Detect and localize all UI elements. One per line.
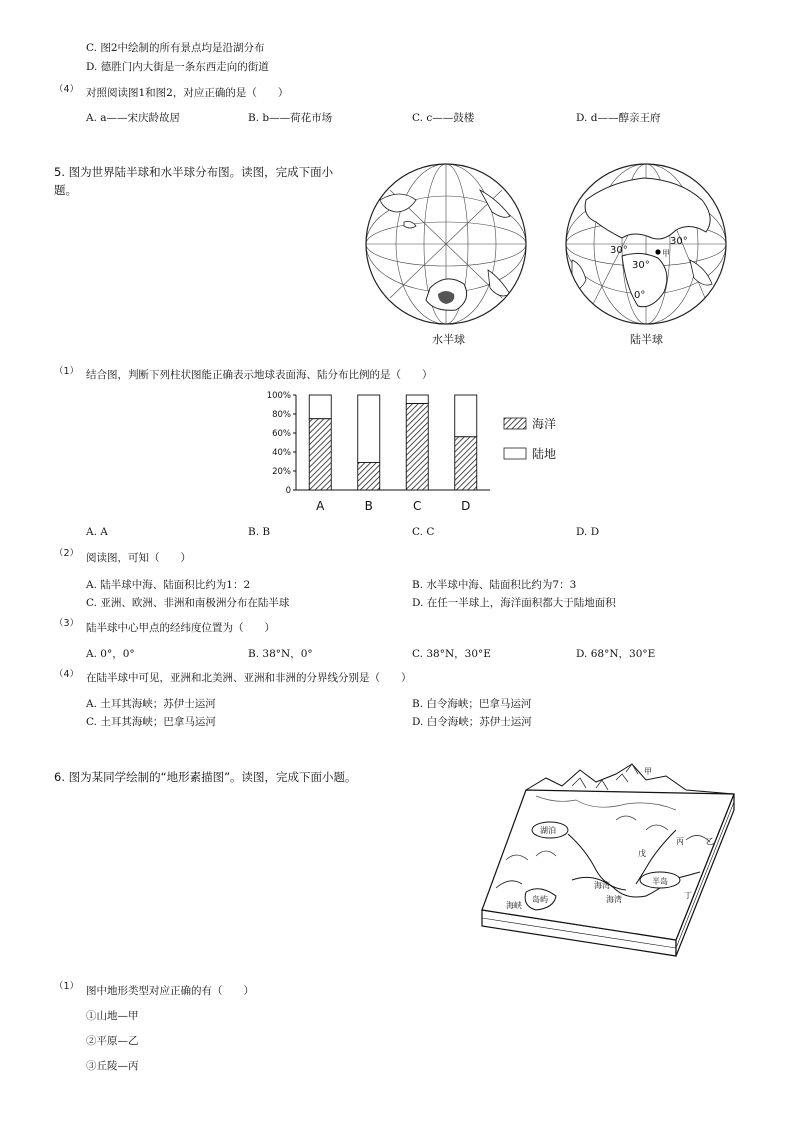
question-stem: 在陆半球中可见，亚洲和北美洲、亚洲和非洲的分界线分别是（ ） (86, 672, 412, 684)
bar-land-A (309, 395, 331, 419)
y-tick-label: 60% (272, 429, 291, 439)
terrain-label-peninsula: 半岛 (652, 877, 668, 886)
answer-item: ②平原—乙 (86, 1035, 139, 1047)
water-hemisphere-label: 水半球 (432, 333, 465, 346)
answer-item: ③丘陵—丙 (86, 1060, 139, 1072)
terrain-label-island: 岛屿 (532, 895, 548, 904)
option-b: B. 38°N，0° (248, 648, 313, 660)
terrain-label-jia: 甲 (644, 767, 652, 776)
option-b: B. 白令海峡；巴拿马运河 (412, 698, 532, 710)
x-category-label: B (364, 499, 373, 513)
bar-ocean-D (455, 437, 477, 490)
option-c: C. 土耳其海峡；巴拿马运河 (86, 716, 216, 728)
option-c: C. 亚洲、欧洲、非洲和南极洲分布在陆半球 (86, 597, 290, 609)
option-b: B. b——荷花市场 (248, 112, 333, 124)
globe-lat-label: 30° (632, 260, 650, 271)
option-a: A. 陆半球中海、陆面积比约为1：2 (86, 579, 251, 591)
question-stem: 对照阅读图1和图2，对应正确的是（ ） (86, 87, 289, 99)
bar-ocean-A (309, 419, 331, 490)
question-stem: 结合图，判断下列柱状图能正确表示地球表面海、陆分布比例的是（ ） (86, 369, 433, 381)
terrain-label-bay: 海湾 (594, 881, 610, 890)
legend-label-ocean: 海洋 (532, 417, 557, 431)
question-5-title: 5. 图为世界陆半球和水半球分布图。读图，完成下面小 (54, 165, 334, 179)
globe-lat-label: 30° (670, 236, 688, 247)
y-tick-label: 100% (266, 391, 291, 401)
terrain-label-wu: 戊 (638, 849, 646, 858)
terrain-label-strait: 海峡 (506, 901, 522, 910)
bar-ocean-C (406, 404, 428, 490)
question-number: （1） (54, 366, 80, 377)
option-d: D. 68°N，30°E (576, 648, 656, 660)
terrain-sketch (476, 760, 738, 960)
terrain-label-bay: 海湾 (606, 895, 622, 904)
option-d: D. 在任一半球上，海洋面积都大于陆地面积 (412, 597, 616, 609)
terrain-label-yi: 乙 (706, 837, 714, 846)
option-c-prev: C. 图2中绘制的所有景点均是沿湖分布 (86, 42, 265, 54)
option-a: A. a——宋庆龄故居 (86, 112, 181, 124)
question-stem: 陆半球中心甲点的经纬度位置为（ ） (86, 622, 275, 634)
legend-swatch-land (504, 448, 526, 459)
hemisphere-globes (360, 160, 730, 350)
option-a: A. 土耳其海峡；苏伊士运河 (86, 698, 216, 710)
terrain-label-bing: 丙 (676, 837, 684, 846)
question-number: （2） (54, 548, 80, 559)
question-6-title: 6. 图为某同学绘制的“地形素描图”。读图，完成下面小题。 (54, 770, 357, 784)
water-hemisphere-globe (366, 164, 526, 324)
option-b: B. 水半球中海、陆面积比约为7：3 (412, 579, 577, 591)
option-a: A. 0°，0° (86, 648, 135, 660)
option-d-prev: D. 德胜门内大街是一条东西走向的街道 (86, 61, 269, 73)
point-jia-marker (655, 249, 660, 254)
x-category-label: C (413, 499, 422, 513)
option-c: C. 38°N，30°E (412, 648, 491, 660)
option-b: B. B (248, 526, 271, 538)
bar-land-D (455, 395, 477, 437)
question-number: （3） (54, 618, 80, 629)
y-tick-label: 0 (285, 486, 291, 496)
bar-land-B (358, 395, 380, 462)
question-number: （4） (54, 669, 80, 680)
question-5-title-cont: 题。 (54, 183, 77, 197)
legend-label-land: 陆地 (532, 447, 557, 461)
x-category-label: D (461, 499, 471, 513)
land-hemisphere-label: 陆半球 (630, 333, 663, 346)
legend-swatch-ocean (504, 418, 526, 429)
terrain-label-lake: 湖泊 (540, 826, 556, 835)
x-category-label: A (316, 499, 325, 513)
bar-ocean-B (358, 462, 380, 490)
option-c: C. C (412, 526, 435, 538)
y-tick-label: 80% (272, 410, 291, 420)
terrain-label-ding: 丁 (684, 891, 692, 900)
y-tick-label: 20% (272, 467, 291, 477)
question-number: （4） (54, 84, 80, 95)
option-a: A. A (86, 526, 108, 538)
globe-equator-label: 0° (634, 290, 646, 301)
y-tick-label: 40% (272, 448, 291, 458)
globe-lat-label: 30° (610, 245, 628, 256)
question-number: （1） (54, 981, 80, 992)
point-jia-label: 甲 (662, 249, 670, 258)
option-d: D. D (576, 526, 600, 538)
option-d: D. 白令海峡；苏伊士运河 (412, 716, 532, 728)
land-hemisphere-globe (566, 164, 726, 324)
option-d: D. d——醇亲王府 (576, 112, 661, 124)
question-stem: 图中地形类型对应正确的有（ ） (86, 985, 254, 997)
answer-item: ①山地—甲 (86, 1010, 139, 1022)
option-c: C. c——鼓楼 (412, 112, 475, 124)
land-sea-bar-chart (260, 386, 600, 518)
question-stem: 阅读图，可知（ ） (86, 552, 191, 564)
bar-land-C (406, 395, 428, 404)
